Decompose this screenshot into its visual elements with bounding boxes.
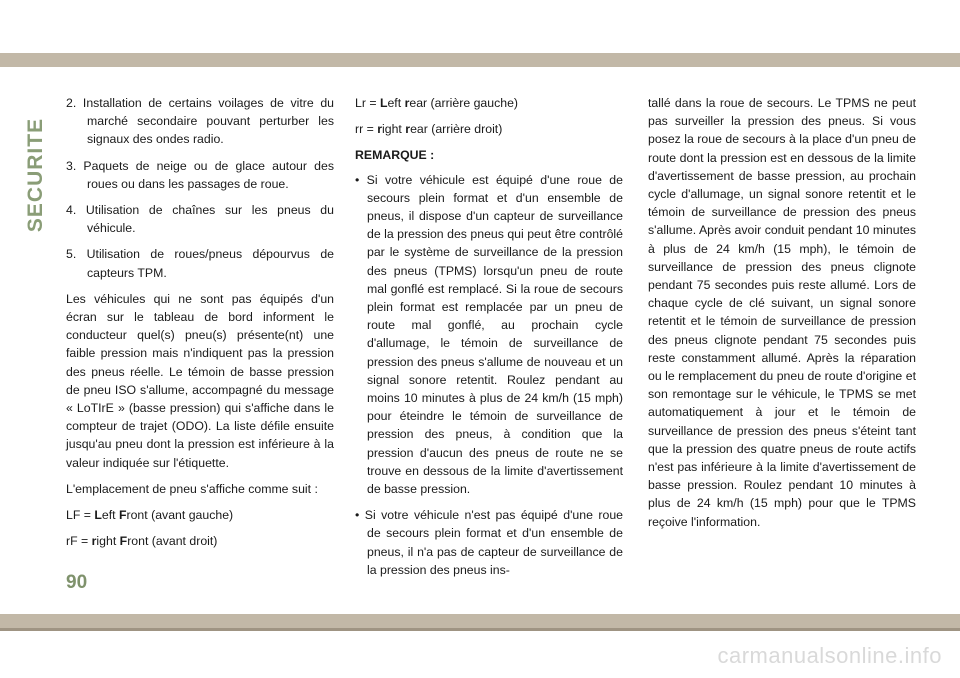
remark-heading: REMARQUE :	[355, 148, 435, 163]
watermark: carmanualsonline.info	[717, 643, 942, 668]
section-tab-label: SECURITE	[24, 117, 47, 233]
top-stripe	[0, 53, 960, 67]
column-2	[355, 94, 623, 587]
list-item: 3. Paquets de neige ou de glace autour des roues ou dans les passages de roue.	[66, 158, 334, 191]
legend-rr: rr = right rear (arrière droit)	[355, 122, 503, 137]
legend-rf: rF = right Front (avant droit)	[66, 534, 218, 549]
page-number: 90	[66, 572, 88, 593]
legend-lf: LF = Left Front (avant gauche)	[66, 508, 234, 523]
column-3	[648, 94, 916, 539]
list-item: 5. Utilisation de roues/pneus dépourvus de capteurs TPM.	[66, 247, 334, 280]
legend-lr: Lr = Left rear (arrière gauche)	[355, 96, 519, 110]
top-band	[0, 0, 960, 67]
section-tab	[20, 105, 52, 245]
paragraph-continued: tallé dans la roue de secours. Le TPMS ne peut pas surveiller la pression des pneus. Si vous posez la roue de secours à la place d'un pneu de route dont la pression est en dessous de la limite d'avertissement de basse pression, au prochain cycle d'allumage, un signal sonore retentit et le témoin de surveillance de pression des pneus s'allume. Après avoir conduit pendant 10 minutes à plus de 24 km/h (15 mph), le témoin de surveillance de pression des pneus clignote pendant 75 secondes puis reste allumé. Lors de chaque cycle de clé suivant, un signal sonore retentit et le témoin de surveillance de pression des pneus clignote pendant 75 secondes puis reste constamment allumé. Après la réparation ou le remplacement du pneu de route d'origine et son remontage sur le véhicule, le TPMS se met automatiquement à jour et le témoin de surveillance de pression des pneus s'éteint tant que la pression des quatre pneus de route actifs n'est pas inférieure à la limite d'avertissement de basse pression. Roulez pendant 10 minutes à plus de 24 km/h (15 mph) pour que le TPMS reçoive l'information.	[648, 96, 916, 529]
paragraph-location: L'emplacement de pneu s'affiche comme suit :	[66, 481, 318, 496]
column-1	[66, 94, 334, 558]
paragraph-low-pressure: Les véhicules qui ne sont pas équipés d'un écran sur le tableau de bord informent le conducteur quel(s) pneu(s) présente(nt) une faible pression mais n'indiquent pas la pression des pneus réelle. Le témoin de basse pression de pneu ISO s'allume, accompagné du message « LoTIrE » (basse pression) qui s'affiche dans le compteur de trajet (ODO). La liste défile ensuite jusqu'au pneu dont la pression est inférieure à la valeur indiquée sur l'étiquette.	[66, 291, 334, 470]
list-item: 4. Utilisation de chaînes sur les pneus du véhicule.	[66, 203, 334, 236]
list-item: 2. Installation de certains voilages de vitre du marché secondaire pouvant perturber les signaux des ondes radio.	[66, 96, 334, 147]
bottom-stripe	[0, 614, 960, 628]
remark-bullet: • Si votre véhicule est équipé d'une roue de secours plein format et d'un ensemble de pneus, il dispose d'un capteur de surveillance de la pression des pneus qui peut être contrôlé par le système de surveillance de la pression des pneus (TPMS) lorsqu'un pneu de route mal gonflé est remplacé. Si la roue de secours plein format est remplacée par un pneu de route mal gonflé, au prochain cycle d'allumage, le témoin de surveillance de pression des pneus s'allume de nouveau et un signal sonore retentit. Roulez pendant au moins 10 minutes à plus de 24 km/h (15 mph) pour éteindre le témoin de surveillance de pression des pneus, à condition que la pression d'aucun des pneus de route ne se trouve en dessous de la limite d'avertissement de basse pression.	[355, 172, 623, 497]
remark-bullet: • Si votre véhicule n'est pas équipé d'une roue de secours plein format et d'un ensemble de pneus, il n'a pas de capteur de surveillance de la pression des pneus ins-	[355, 508, 623, 577]
bottom-stripe-dark	[0, 628, 960, 631]
